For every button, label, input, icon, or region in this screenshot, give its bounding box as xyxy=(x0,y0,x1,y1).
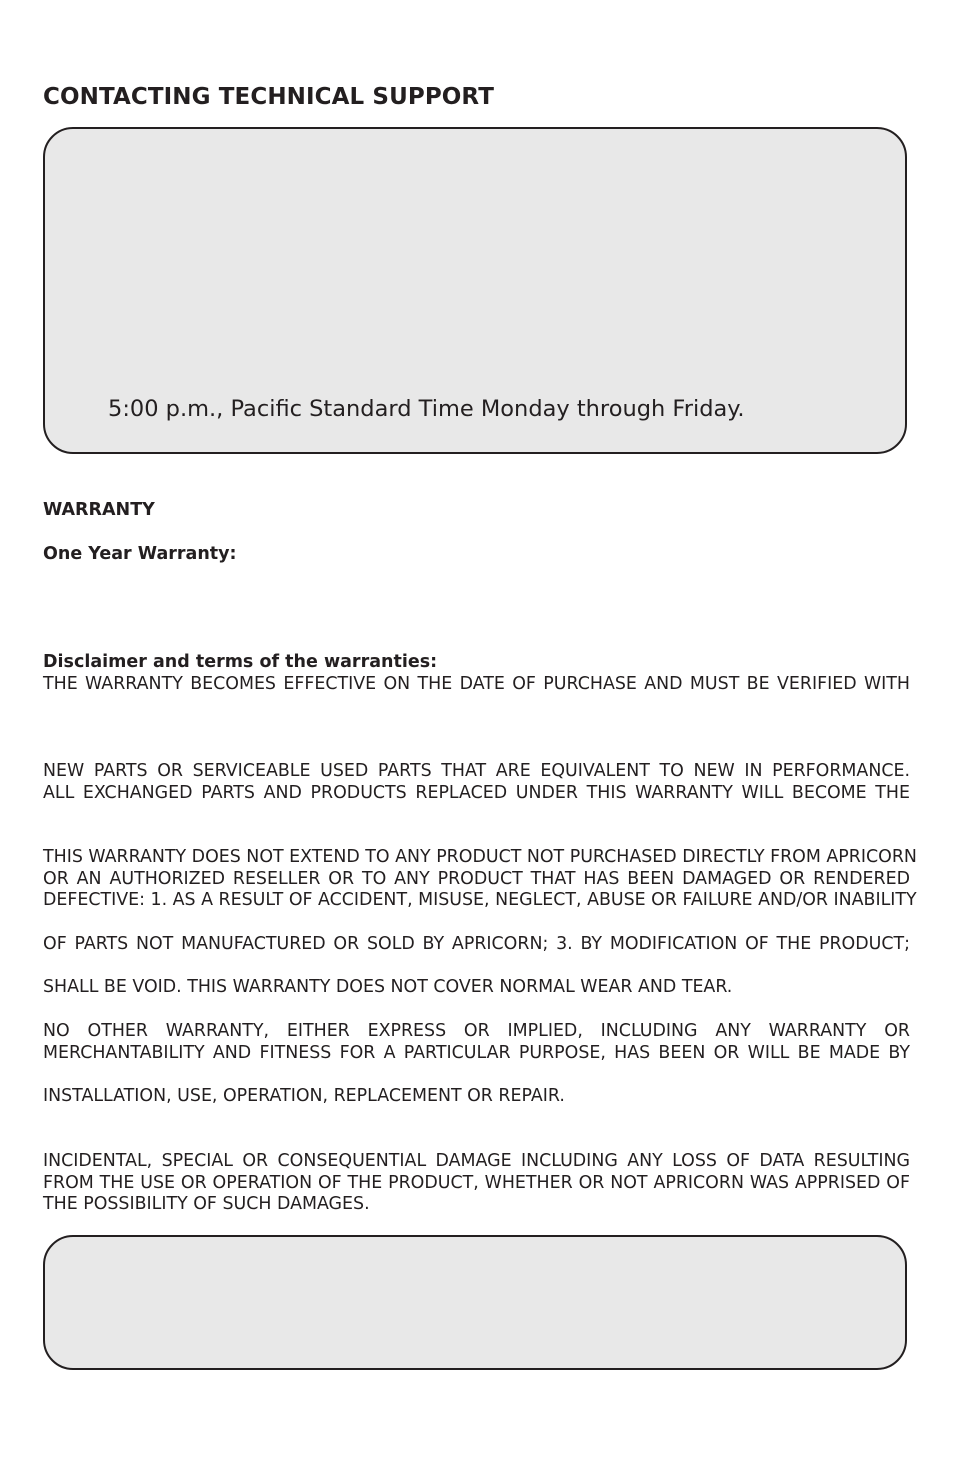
warranty-text-line: ALL EXCHANGED PARTS AND PRODUCTS REPLACED UNDER THIS WARRANTY WILL BECOME THE xyxy=(43,782,910,803)
warranty-text-line: THE POSSIBILITY OF SUCH DAMAGES. xyxy=(43,1194,370,1215)
warranty-text-line: INSTALLATION, USE, OPERATION, REPLACEMENT OR REPAIR. xyxy=(43,1086,565,1106)
warranty-text-line: NEW PARTS OR SERVICEABLE USED PARTS THAT ARE EQUIVALENT TO NEW IN PERFORMANCE. xyxy=(43,761,910,781)
warranty-heading: WARRANTY xyxy=(43,500,155,520)
warranty-text-line: NO OTHER WARRANTY, EITHER EXPRESS OR IMPLIED, INCLUDING ANY WARRANTY OR xyxy=(43,1021,910,1041)
warranty-text-line: OR AN AUTHORIZED RESELLER OR TO ANY PRODUCT THAT HAS BEEN DAMAGED OR RENDERED xyxy=(43,868,910,889)
warranty-paragraph-void xyxy=(43,977,910,999)
page-title: CONTACTING TECHNICAL SUPPORT xyxy=(43,84,494,110)
warranty-paragraph-installation xyxy=(43,1086,910,1108)
warranty-paragraph-no-other xyxy=(43,1021,910,1064)
warranty-paragraph-modification xyxy=(43,934,910,956)
warranty-text-line: OF PARTS NOT MANUFACTURED OR SOLD BY APRICORN; 3. BY MODIFICATION OF THE PRODUCT; xyxy=(43,934,910,954)
warranty-text-line: FROM THE USE OR OPERATION OF THE PRODUCT, WHETHER OR NOT APRICORN WAS APPRISED OF xyxy=(43,1172,910,1193)
warranty-text-line: DEFECTIVE: 1. AS A RESULT OF ACCIDENT, MISUSE, NEGLECT, ABUSE OR FAILURE AND/OR INABILITY xyxy=(43,890,917,911)
warranty-text-line: THIS WARRANTY DOES NOT EXTEND TO ANY PRODUCT NOT PURCHASED DIRECTLY FROM APRICORN xyxy=(43,847,917,867)
warranty-paragraph-effective xyxy=(43,674,910,696)
warranty-paragraph-parts xyxy=(43,761,910,804)
notice-box xyxy=(43,1235,907,1370)
warranty-text-line: MERCHANTABILITY AND FITNESS FOR A PARTICULAR PURPOSE, HAS BEEN OR WILL BE MADE BY xyxy=(43,1042,910,1063)
warranty-text-line: INCIDENTAL, SPECIAL OR CONSEQUENTIAL DAMAGE INCLUDING ANY LOSS OF DATA RESULTING xyxy=(43,1151,910,1171)
disclaimer-heading: Disclaimer and terms of the warranties: xyxy=(43,652,438,672)
warranty-paragraph-damages xyxy=(43,1151,910,1216)
one-year-warranty-heading: One Year Warranty: xyxy=(43,544,237,564)
warranty-paragraph-exclusions xyxy=(43,847,917,912)
support-hours-text: 5:00 p.m., Pacific Standard Time Monday through Friday. xyxy=(108,396,745,422)
warranty-text-line: THE WARRANTY BECOMES EFFECTIVE ON THE DATE OF PURCHASE AND MUST BE VERIFIED WITH xyxy=(43,674,910,694)
warranty-text-line: SHALL BE VOID. THIS WARRANTY DOES NOT COVER NORMAL WEAR AND TEAR. xyxy=(43,977,733,997)
